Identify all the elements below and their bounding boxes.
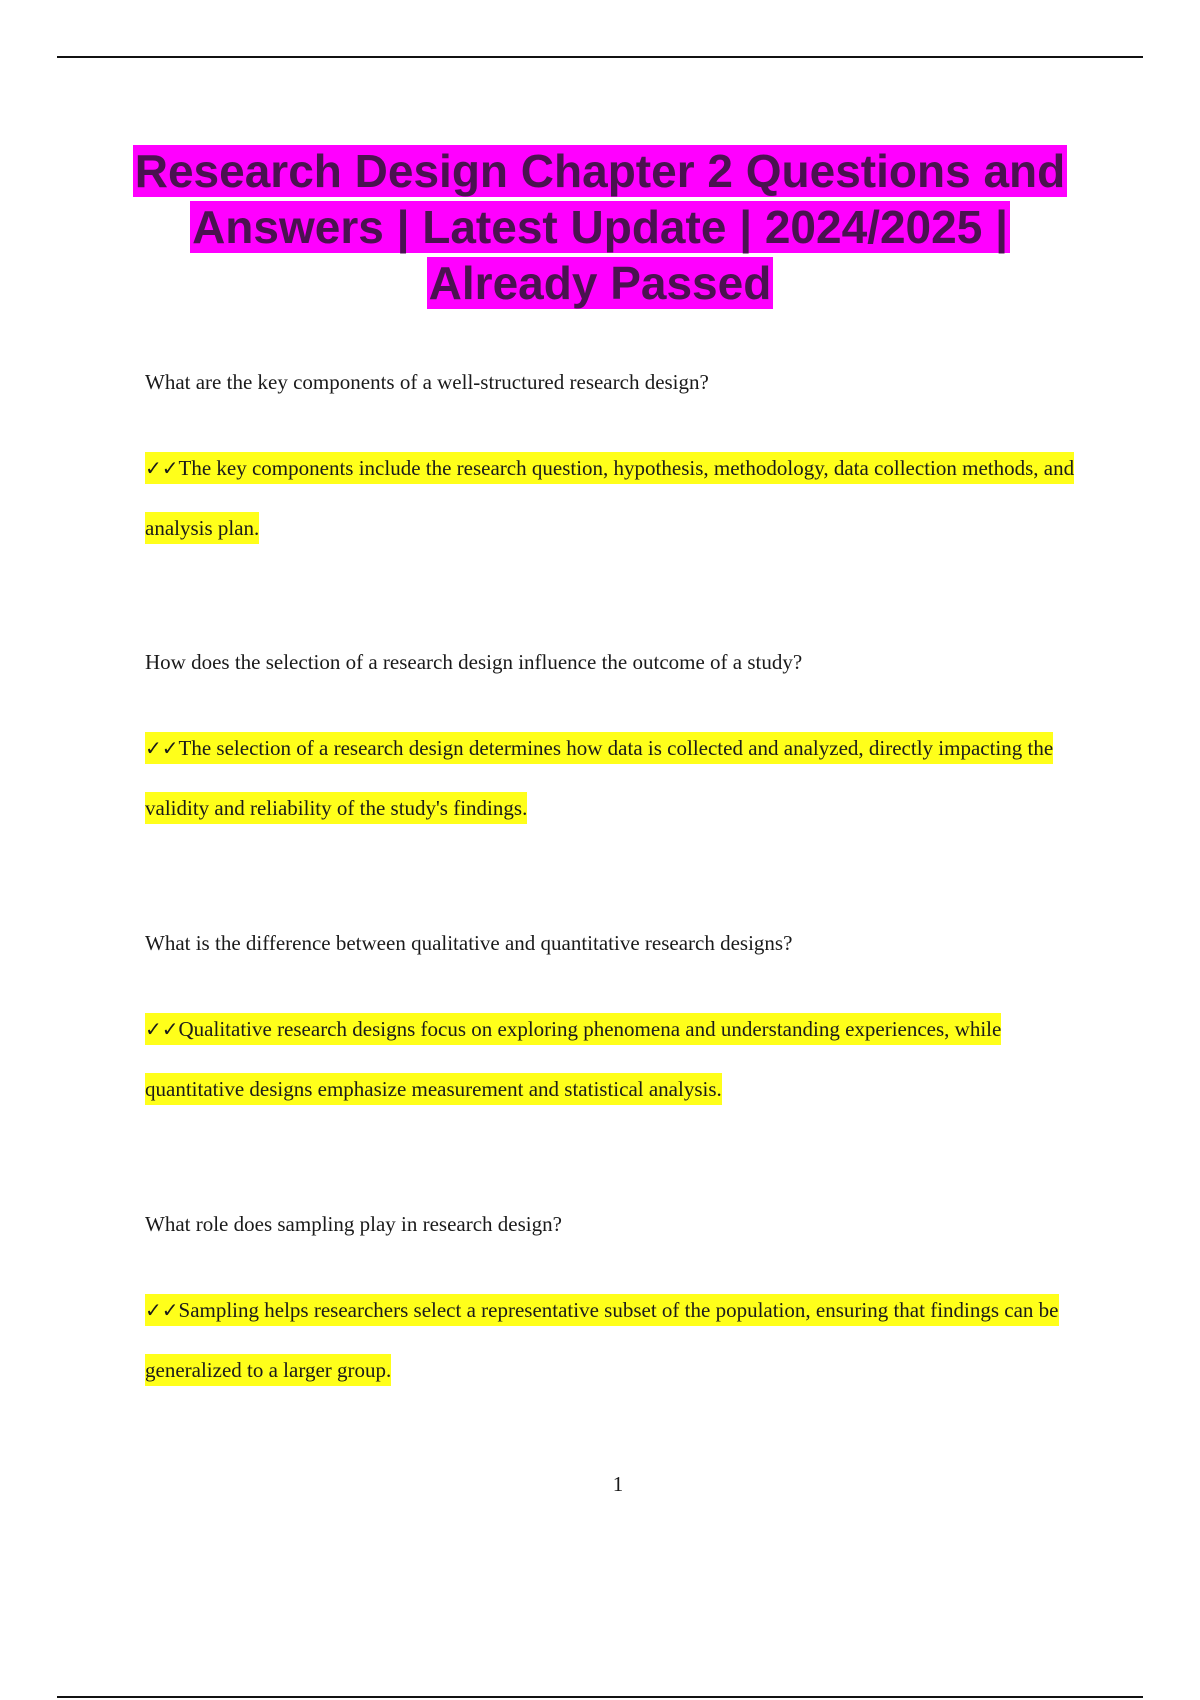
answer-3-text: Qualitative research designs focus on exploring phenomena and understanding experiences, while quantitative designs emphasize measurement and statistical analysis.	[145, 1017, 1002, 1101]
qa-item-4	[145, 1210, 1090, 1400]
question-3: What is the difference between qualitative and quantitative research designs?	[145, 931, 793, 955]
page-number: 1	[612, 1472, 624, 1496]
answer-1-highlight	[145, 452, 1074, 544]
answer-2-highlight	[145, 732, 1053, 824]
answer-4-highlight	[145, 1294, 1059, 1386]
double-check-icon: ✓✓	[145, 736, 179, 760]
qa-item-3	[145, 929, 1090, 1119]
answer-3	[145, 999, 1090, 1119]
top-rule	[57, 56, 1143, 58]
question-1: What are the key components of a well-structured research design?	[145, 370, 709, 394]
qa-item-1	[145, 368, 1090, 558]
answer-2	[145, 718, 1090, 838]
bottom-rule	[57, 1696, 1143, 1698]
answer-4-text: Sampling helps researchers select a representative subset of the population, ensuring that findings can be generalized to a larger group.	[145, 1298, 1059, 1382]
double-check-icon: ✓✓	[145, 1298, 179, 1322]
qa-item-2	[145, 648, 1090, 838]
answer-4	[145, 1280, 1090, 1400]
question-2: How does the selection of a research design influence the outcome of a study?	[145, 650, 803, 674]
title-highlight: Research Design Chapter 2 Questions and Answers | Latest Update | 2024/2025 | Already Passed	[134, 145, 1066, 309]
document-title	[130, 143, 1070, 311]
question-4: What role does sampling play in research design?	[145, 1212, 562, 1236]
double-check-icon: ✓✓	[145, 1017, 179, 1041]
answer-3-highlight	[145, 1013, 1001, 1105]
answer-2-text: The selection of a research design determines how data is collected and analyzed, directly impacting the validity and reliability of the study's findings.	[145, 736, 1054, 820]
double-check-icon: ✓✓	[145, 456, 179, 480]
answer-1	[145, 438, 1090, 558]
answer-1-text: The key components include the research question, hypothesis, methodology, data collection methods, and analysis plan.	[145, 456, 1075, 540]
